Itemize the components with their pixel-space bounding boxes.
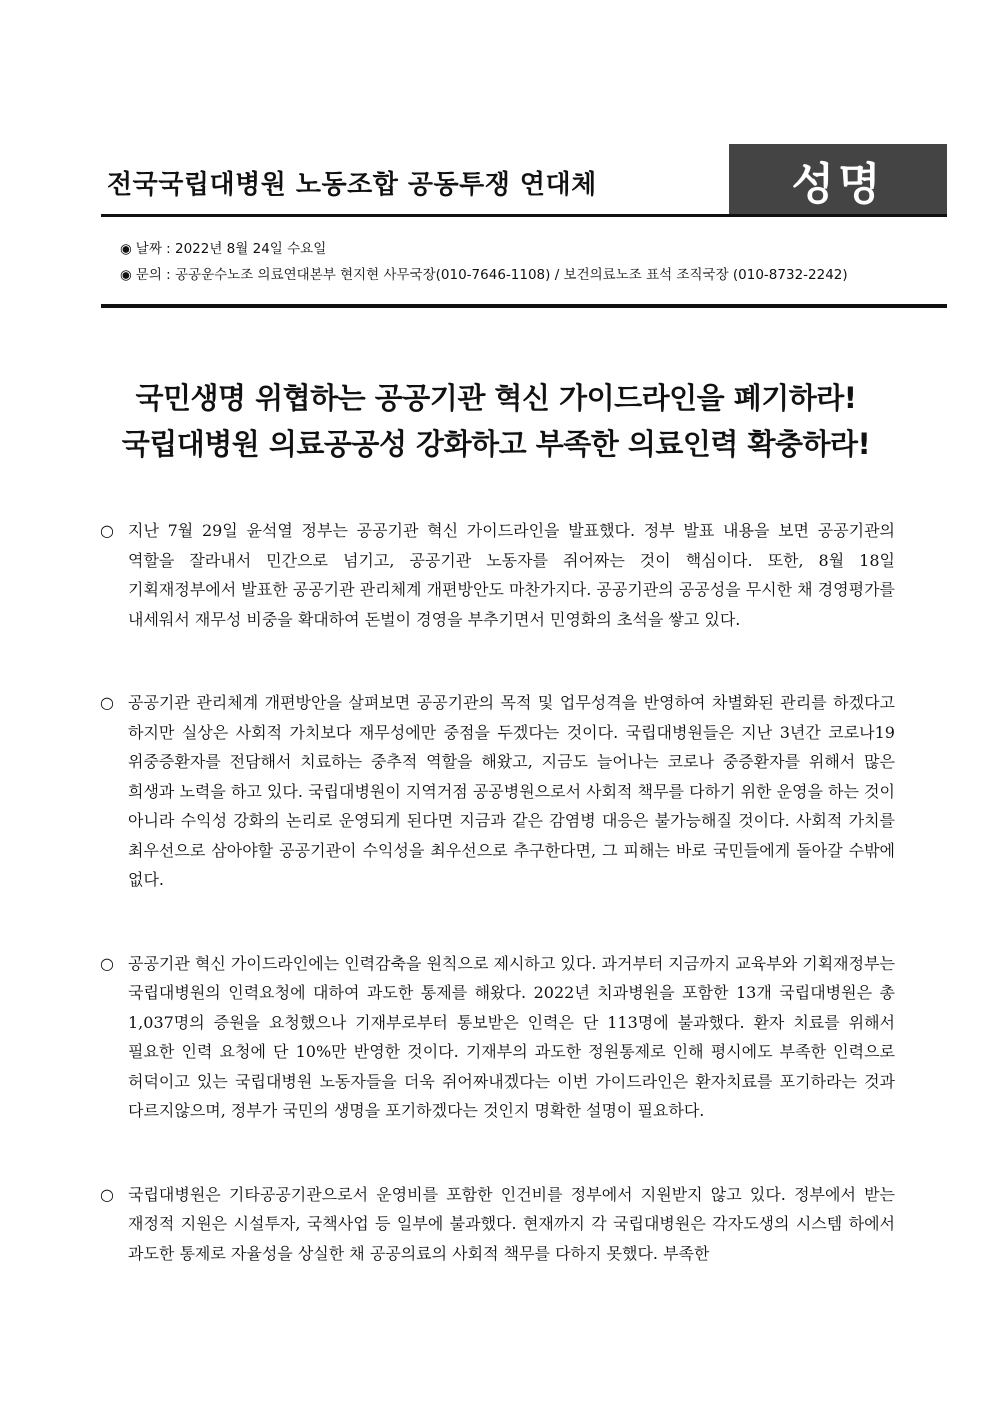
document-meta xyxy=(120,236,848,288)
body-paragraph xyxy=(100,949,895,1126)
document-header xyxy=(101,144,947,216)
circle-bullet-icon: ○ xyxy=(100,693,114,712)
paragraph-text: 공공기관 혁신 가이드라인에는 인력감축을 원칙으로 제시하고 있다. 과거부터 지금까지 교육부와 기획재정부는 국립대병원의 인력요청에 대하여 과도한 통제를 해왔다. 2022년 치과병원을 포함한 13개 국립대병원은 총 1,037명의 증원을 요청했으나 기재부로부터 통보받은 인력은 단 113명에 불과했다. 환자 치료를 위해서 필요한 인력 요청에 단 10%만 반영한 것이다. 기재부의 과도한 정원통제로 인해 평시에도 부족한 인력으로 허덕이고 있는 국립대병원 노동자들을 더욱 쥐어짜내겠다는 이번 가이드라인은 환자치료를 포기하라는 것과 다르지않으며, 정부가 국민의 생명을 포기하겠다는 것인지 명확한 설명이 필요하다. xyxy=(128,953,895,1120)
statement-headline xyxy=(60,375,932,467)
meta-divider xyxy=(101,304,947,308)
statement-body xyxy=(100,516,895,1322)
meta-date: 날짜 : 2022년 8월 24일 수요일 xyxy=(135,241,327,257)
body-paragraph xyxy=(100,688,895,895)
circle-bullet-icon: ○ xyxy=(100,521,114,540)
statement-badge: 성명 xyxy=(729,144,947,216)
meta-contact-row xyxy=(120,262,848,288)
headline-line-2: 국립대병원 의료공공성 강화하고 부족한 의료인력 확충하라! xyxy=(121,427,871,461)
organization-name: 전국국립대병원 노동조합 공동투쟁 연대체 xyxy=(107,170,597,200)
target-bullet-icon: ◉ xyxy=(120,267,132,283)
body-paragraph xyxy=(100,516,895,634)
target-bullet-icon: ◉ xyxy=(120,241,132,257)
header-divider xyxy=(101,214,947,217)
meta-contact: 문의 : 공공운수노조 의료연대본부 현지현 사무국장(010-7646-1108) / 보건의료노조 표석 조직국장 (010-8732-2242) xyxy=(135,267,848,283)
circle-bullet-icon: ○ xyxy=(100,1184,114,1204)
meta-date-row xyxy=(120,236,848,262)
paragraph-text: 국립대병원은 기타공공기관으로서 운영비를 포함한 인건비를 정부에서 지원받지 않고 있다. 정부에서 받는 재정적 지원은 시설투자, 국책사업 등 일부에 불과했다. 현재까지 각 국립대병원은 각자도생의 시스템 하에서 과도한 통제로 자율성을 상실한 채 공공의료의 사회적 책무를 다하지 못했다. 부족한 xyxy=(128,1184,895,1263)
body-paragraph xyxy=(100,1180,895,1269)
headline-line-1: 국민생명 위협하는 공공기관 혁신 가이드라인을 폐기하라! xyxy=(135,381,857,415)
paragraph-text: 공공기관 관리체계 개편방안을 살펴보면 공공기관의 목적 및 업무성격을 반영하여 차별화된 관리를 하겠다고 하지만 실상은 사회적 가치보다 재무성에만 중점을 두겠다는 것이다. 국립대병원들은 지난 3년간 코로나19 위중증환자를 전담해서 치료하는 중추적 역할을 해왔고, 지금도 늘어나는 코로나 중증환자를 위해서 많은 희생과 노력을 하고 있다. 국립대병원이 지역거점 공공병원으로서 사회적 책무를 다하기 위한 운영을 하는 것이 아니라 수익성 강화의 논리로 운영되게 된다면 지금과 같은 감염병 대응은 불가능해질 것이다. 사회적 가치를 최우선으로 삼아야할 공공기관이 수익성을 최우선으로 추구한다면, 그 피해는 바로 국민들에게 돌아갈 수밖에 없다. xyxy=(128,693,895,889)
paragraph-text: 지난 7월 29일 윤석열 정부는 공공기관 혁신 가이드라인을 발표했다. 정부 발표 내용을 보면 공공기관의 역할을 잘라내서 민간으로 넘기고, 공공기관 노동자를 쥐어짜는 것이 핵심이다. 또한, 8월 18일 기획재정부에서 발표한 공공기관 관리체계 개편방안도 마찬가지다. 공공기관의 공공성을 무시한 채 경영평가를 내세워서 재무성 비중을 확대하여 돈벌이 경영을 부추기면서 민영화의 초석을 쌓고 있다. xyxy=(128,521,895,629)
circle-bullet-icon: ○ xyxy=(100,953,114,973)
